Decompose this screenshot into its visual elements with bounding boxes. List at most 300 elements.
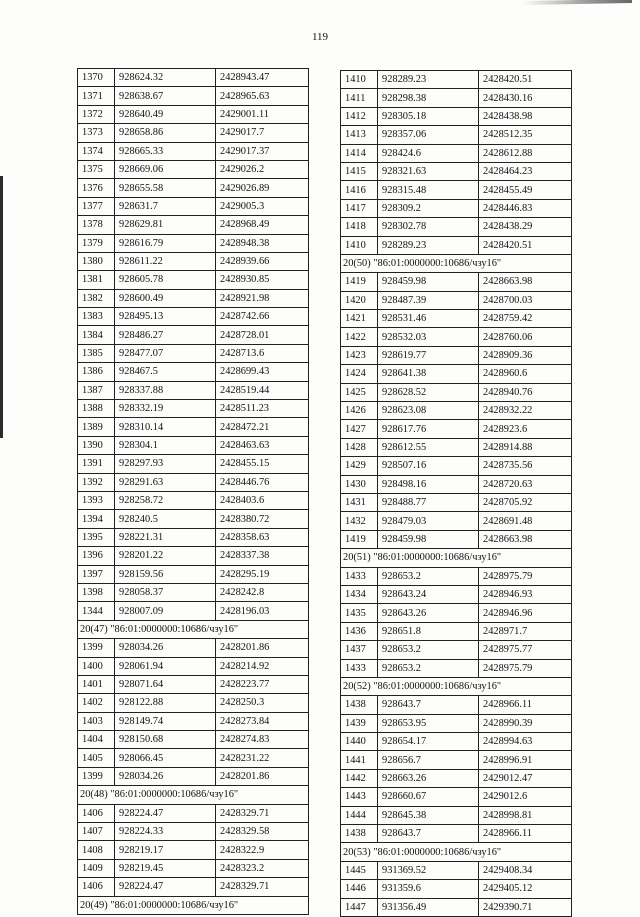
y-coordinate-cell: 2429017.37 (216, 142, 309, 160)
point-number-cell: 1390 (78, 436, 115, 454)
x-coordinate-cell: 928653.95 (378, 714, 479, 732)
x-coordinate-cell: 928297.93 (115, 455, 216, 473)
y-coordinate-cell: 2428511.23 (216, 400, 309, 418)
x-coordinate-cell: 928459.98 (378, 273, 479, 291)
x-coordinate-cell: 928495.13 (115, 308, 216, 326)
coordinate-row (78, 859, 309, 877)
x-coordinate-cell: 928289.23 (378, 236, 479, 254)
x-coordinate-cell: 928337.88 (115, 381, 216, 399)
x-coordinate-cell: 928643.24 (378, 585, 479, 603)
y-coordinate-cell: 2428742.66 (216, 308, 309, 326)
coordinate-row (341, 788, 572, 806)
x-coordinate-cell: 928507.16 (378, 457, 479, 475)
x-coordinate-cell: 928467.5 (115, 363, 216, 381)
coordinate-row (341, 806, 572, 824)
coordinate-row (78, 197, 309, 215)
coordinate-row (341, 291, 572, 309)
coordinate-row (341, 328, 572, 346)
coordinate-row (78, 160, 309, 178)
y-coordinate-cell: 2428946.93 (479, 585, 572, 603)
point-number-cell: 1419 (341, 530, 378, 548)
point-number-cell: 1388 (78, 400, 115, 418)
coordinate-row (341, 567, 572, 585)
x-coordinate-cell: 928654.17 (378, 733, 479, 751)
point-number-cell: 1431 (341, 493, 378, 511)
y-coordinate-cell: 2428663.98 (479, 273, 572, 291)
coordinate-row (78, 547, 309, 565)
coordinate-row (78, 271, 309, 289)
y-coordinate-cell: 2428403.6 (216, 491, 309, 509)
coordinate-row (341, 825, 572, 843)
x-coordinate-cell: 928309.2 (378, 199, 479, 217)
coordinate-row (341, 475, 572, 493)
y-coordinate-cell: 2428971.7 (479, 622, 572, 640)
coordinate-row (341, 751, 572, 769)
coordinate-row (341, 659, 572, 677)
y-coordinate-cell: 2428420.51 (479, 236, 572, 254)
point-number-cell: 1418 (341, 218, 378, 236)
x-coordinate-cell: 928149.74 (115, 712, 216, 730)
y-coordinate-cell: 2428463.63 (216, 436, 309, 454)
point-number-cell: 1425 (341, 383, 378, 401)
coordinate-row (78, 252, 309, 270)
y-coordinate-cell: 2429390.71 (479, 898, 572, 916)
point-number-cell: 1372 (78, 105, 115, 123)
y-coordinate-cell: 2428966.11 (479, 825, 572, 843)
point-number-cell: 1377 (78, 197, 115, 215)
x-coordinate-cell: 928459.98 (378, 530, 479, 548)
x-coordinate-cell: 928611.22 (115, 252, 216, 270)
x-coordinate-cell: 928034.26 (115, 639, 216, 657)
coordinate-row (341, 71, 572, 89)
y-coordinate-cell: 2428337.38 (216, 547, 309, 565)
point-number-cell: 1378 (78, 216, 115, 234)
x-coordinate-cell: 928310.14 (115, 418, 216, 436)
point-number-cell: 1417 (341, 199, 378, 217)
scan-edge-mark (0, 176, 3, 438)
y-coordinate-cell: 2428691.48 (479, 512, 572, 530)
x-coordinate-cell: 928655.58 (115, 179, 216, 197)
point-number-cell: 1381 (78, 271, 115, 289)
x-coordinate-cell: 928298.38 (378, 89, 479, 107)
coordinate-row (341, 365, 572, 383)
y-coordinate-cell: 2428358.63 (216, 528, 309, 546)
point-number-cell: 1440 (341, 733, 378, 751)
y-coordinate-cell: 2428322.9 (216, 841, 309, 859)
point-number-cell: 1447 (341, 898, 378, 916)
x-coordinate-cell: 928224.47 (115, 804, 216, 822)
y-coordinate-cell: 2428728.01 (216, 326, 309, 344)
y-coordinate-cell: 2428438.98 (479, 107, 572, 125)
point-number-cell: 1380 (78, 252, 115, 270)
point-number-cell: 1434 (341, 585, 378, 603)
coordinate-row (341, 585, 572, 603)
point-number-cell: 1383 (78, 308, 115, 326)
x-coordinate-cell: 928061.94 (115, 657, 216, 675)
x-coordinate-cell: 928201.22 (115, 547, 216, 565)
x-coordinate-cell: 928665.33 (115, 142, 216, 160)
y-coordinate-cell: 2428966.11 (479, 696, 572, 714)
y-coordinate-cell: 2428940.76 (479, 383, 572, 401)
coordinate-row (78, 216, 309, 234)
point-number-cell: 1432 (341, 512, 378, 530)
y-coordinate-cell: 2428295.19 (216, 565, 309, 583)
y-coordinate-cell: 2428464.23 (479, 162, 572, 180)
point-number-cell: 1446 (341, 880, 378, 898)
contour-header-cell: 20(50) "86:01:0000000:10686/чзу16" (341, 254, 572, 272)
x-coordinate-cell: 928150.68 (115, 731, 216, 749)
x-coordinate-cell: 928289.23 (378, 71, 479, 89)
y-coordinate-cell: 2428430.16 (479, 89, 572, 107)
coordinate-row (341, 310, 572, 328)
point-number-cell: 1442 (341, 769, 378, 787)
contour-header-row (341, 254, 572, 272)
x-coordinate-cell: 928315.48 (378, 181, 479, 199)
y-coordinate-cell: 2428759.42 (479, 310, 572, 328)
y-coordinate-cell: 2428705.92 (479, 493, 572, 511)
contour-header-row (341, 843, 572, 861)
coordinate-row (78, 418, 309, 436)
coordinate-row (78, 804, 309, 822)
y-coordinate-cell: 2428914.88 (479, 438, 572, 456)
x-coordinate-cell: 928219.45 (115, 859, 216, 877)
coordinate-row (341, 493, 572, 511)
y-coordinate-cell: 2428735.56 (479, 457, 572, 475)
coordinate-row (78, 731, 309, 749)
coordinate-row (78, 381, 309, 399)
point-number-cell: 1415 (341, 162, 378, 180)
point-number-cell: 1429 (341, 457, 378, 475)
x-coordinate-cell: 928224.47 (115, 878, 216, 896)
scan-corner-mark (522, 0, 632, 5)
x-coordinate-cell: 928612.55 (378, 438, 479, 456)
point-number-cell: 1401 (78, 675, 115, 693)
coordinate-row (341, 457, 572, 475)
y-coordinate-cell: 2429012.6 (479, 788, 572, 806)
point-number-cell: 1395 (78, 528, 115, 546)
x-coordinate-cell: 928007.09 (115, 602, 216, 620)
y-coordinate-cell: 2428250.3 (216, 694, 309, 712)
y-coordinate-cell: 2428446.76 (216, 473, 309, 491)
coordinate-row (78, 878, 309, 896)
point-number-cell: 1399 (78, 639, 115, 657)
coordinate-row (341, 346, 572, 364)
y-coordinate-cell: 2428760.06 (479, 328, 572, 346)
x-coordinate-cell: 928488.77 (378, 493, 479, 511)
coordinate-row (341, 696, 572, 714)
point-number-cell: 1433 (341, 659, 378, 677)
coordinate-row (78, 657, 309, 675)
point-number-cell: 1408 (78, 841, 115, 859)
point-number-cell: 1405 (78, 749, 115, 767)
x-coordinate-cell: 928628.52 (378, 383, 479, 401)
point-number-cell: 1404 (78, 731, 115, 749)
y-coordinate-cell: 2428329.58 (216, 823, 309, 841)
coordinate-row (78, 326, 309, 344)
point-number-cell: 1424 (341, 365, 378, 383)
point-number-cell: 1441 (341, 751, 378, 769)
point-number-cell: 1389 (78, 418, 115, 436)
x-coordinate-cell: 928034.26 (115, 767, 216, 785)
x-coordinate-cell: 928332.19 (115, 400, 216, 418)
y-coordinate-cell: 2429026.89 (216, 179, 309, 197)
y-coordinate-cell: 2428960.6 (479, 365, 572, 383)
y-coordinate-cell: 2428975.79 (479, 567, 572, 585)
y-coordinate-cell: 2428930.85 (216, 271, 309, 289)
coordinate-row (341, 604, 572, 622)
coordinate-row (341, 714, 572, 732)
point-number-cell: 1385 (78, 344, 115, 362)
x-coordinate-cell: 928641.38 (378, 365, 479, 383)
y-coordinate-cell: 2428975.79 (479, 659, 572, 677)
y-coordinate-cell: 2429017.7 (216, 124, 309, 142)
y-coordinate-cell: 2428512.35 (479, 126, 572, 144)
coordinate-row (78, 473, 309, 491)
table-body (341, 71, 572, 917)
point-number-cell: 1410 (341, 71, 378, 89)
point-number-cell: 1382 (78, 289, 115, 307)
point-number-cell: 1400 (78, 657, 115, 675)
coordinate-row (78, 749, 309, 767)
coordinate-row (341, 769, 572, 787)
y-coordinate-cell: 2428965.63 (216, 87, 309, 105)
x-coordinate-cell: 928643.7 (378, 825, 479, 843)
point-number-cell: 1396 (78, 547, 115, 565)
contour-header-row (341, 677, 572, 695)
point-number-cell: 1430 (341, 475, 378, 493)
point-number-cell: 1374 (78, 142, 115, 160)
y-coordinate-cell: 2428932.22 (479, 402, 572, 420)
coordinate-row (78, 639, 309, 657)
point-number-cell: 1371 (78, 87, 115, 105)
x-coordinate-cell: 928663.26 (378, 769, 479, 787)
x-coordinate-cell: 928645.38 (378, 806, 479, 824)
coordinate-row (78, 142, 309, 160)
y-coordinate-cell: 2428329.71 (216, 804, 309, 822)
x-coordinate-cell: 928629.81 (115, 216, 216, 234)
point-number-cell: 1406 (78, 878, 115, 896)
x-coordinate-cell: 928624.32 (115, 69, 216, 87)
x-coordinate-cell: 928219.17 (115, 841, 216, 859)
point-number-cell: 1403 (78, 712, 115, 730)
coordinate-row (78, 712, 309, 730)
point-number-cell: 1438 (341, 696, 378, 714)
coordinate-row (341, 733, 572, 751)
coordinate-row (341, 218, 572, 236)
point-number-cell: 1398 (78, 583, 115, 601)
coordinate-row (78, 528, 309, 546)
y-coordinate-cell: 2429405.12 (479, 880, 572, 898)
y-coordinate-cell: 2428446.83 (479, 199, 572, 217)
y-coordinate-cell: 2428329.71 (216, 878, 309, 896)
point-number-cell: 1444 (341, 806, 378, 824)
x-coordinate-cell: 928605.78 (115, 271, 216, 289)
y-coordinate-cell: 2428946.96 (479, 604, 572, 622)
x-coordinate-cell: 928058.37 (115, 583, 216, 601)
x-coordinate-cell: 928638.67 (115, 87, 216, 105)
x-coordinate-cell: 928224.33 (115, 823, 216, 841)
y-coordinate-cell: 2428923.6 (479, 420, 572, 438)
coordinate-row (78, 69, 309, 87)
y-coordinate-cell: 2428994.63 (479, 733, 572, 751)
x-coordinate-cell: 928486.27 (115, 326, 216, 344)
point-number-cell: 1438 (341, 825, 378, 843)
coordinate-row (78, 289, 309, 307)
point-number-cell: 1422 (341, 328, 378, 346)
coordinate-row (341, 199, 572, 217)
y-coordinate-cell: 2428196.03 (216, 602, 309, 620)
contour-header-cell: 20(48) "86:01:0000000:10686/чзу16" (78, 786, 309, 804)
y-coordinate-cell: 2428921.98 (216, 289, 309, 307)
coordinate-row (341, 402, 572, 420)
point-number-cell: 1410 (341, 236, 378, 254)
contour-header-cell: 20(51) "86:01:0000000:10686/чзу16" (341, 549, 572, 567)
x-coordinate-cell: 928258.72 (115, 491, 216, 509)
point-number-cell: 1439 (341, 714, 378, 732)
x-coordinate-cell: 928479.03 (378, 512, 479, 530)
y-coordinate-cell: 2428519.44 (216, 381, 309, 399)
contour-header-cell: 20(47) "86:01:0000000:10686/чзу16" (78, 620, 309, 638)
x-coordinate-cell: 928066.45 (115, 749, 216, 767)
y-coordinate-cell: 2428223.77 (216, 675, 309, 693)
y-coordinate-cell: 2429026.2 (216, 160, 309, 178)
coordinate-row (341, 181, 572, 199)
point-number-cell: 1387 (78, 381, 115, 399)
x-coordinate-cell: 928623.08 (378, 402, 479, 420)
x-coordinate-cell: 928531.46 (378, 310, 479, 328)
coordinate-row (341, 438, 572, 456)
y-coordinate-cell: 2428975.77 (479, 641, 572, 659)
x-coordinate-cell: 928424.6 (378, 144, 479, 162)
y-coordinate-cell: 2428713.6 (216, 344, 309, 362)
coordinate-row (78, 436, 309, 454)
y-coordinate-cell: 2428939.66 (216, 252, 309, 270)
y-coordinate-cell: 2428231.22 (216, 749, 309, 767)
coordinate-row (341, 273, 572, 291)
y-coordinate-cell: 2429408.34 (479, 861, 572, 879)
y-coordinate-cell: 2428201.86 (216, 639, 309, 657)
contour-header-row (78, 896, 309, 914)
point-number-cell: 1375 (78, 160, 115, 178)
y-coordinate-cell: 2428968.49 (216, 216, 309, 234)
point-number-cell: 1384 (78, 326, 115, 344)
y-coordinate-cell: 2428274.83 (216, 731, 309, 749)
coordinate-row (78, 400, 309, 418)
x-coordinate-cell: 928304.1 (115, 436, 216, 454)
x-coordinate-cell: 928302.78 (378, 218, 479, 236)
point-number-cell: 1399 (78, 767, 115, 785)
y-coordinate-cell: 2428242.8 (216, 583, 309, 601)
contour-header-cell: 20(53) "86:01:0000000:10686/чзу16" (341, 843, 572, 861)
x-coordinate-cell: 928653.2 (378, 641, 479, 659)
x-coordinate-cell: 928357.06 (378, 126, 479, 144)
coordinate-row (341, 236, 572, 254)
x-coordinate-cell: 928653.2 (378, 567, 479, 585)
y-coordinate-cell: 2428663.98 (479, 530, 572, 548)
point-number-cell: 1421 (341, 310, 378, 328)
y-coordinate-cell: 2428455.15 (216, 455, 309, 473)
contour-header-row (341, 549, 572, 567)
coordinate-row (341, 162, 572, 180)
y-coordinate-cell: 2428700.03 (479, 291, 572, 309)
coordinate-row (341, 89, 572, 107)
point-number-cell: 1414 (341, 144, 378, 162)
point-number-cell: 1370 (78, 69, 115, 87)
point-number-cell: 1420 (341, 291, 378, 309)
y-coordinate-cell: 2428380.72 (216, 510, 309, 528)
point-number-cell: 1393 (78, 491, 115, 509)
coordinate-row (341, 530, 572, 548)
point-number-cell: 1445 (341, 861, 378, 879)
coordinate-row (341, 126, 572, 144)
x-coordinate-cell: 928658.86 (115, 124, 216, 142)
point-number-cell: 1391 (78, 455, 115, 473)
y-coordinate-cell: 2428612.88 (479, 144, 572, 162)
point-number-cell: 1394 (78, 510, 115, 528)
point-number-cell: 1386 (78, 363, 115, 381)
x-coordinate-cell: 931369.52 (378, 861, 479, 879)
x-coordinate-cell: 928498.16 (378, 475, 479, 493)
coordinate-row (78, 491, 309, 509)
coordinate-row (341, 622, 572, 640)
point-number-cell: 1376 (78, 179, 115, 197)
x-coordinate-cell: 928291.63 (115, 473, 216, 491)
y-coordinate-cell: 2429005.3 (216, 197, 309, 215)
coordinates-table-left (77, 68, 309, 915)
point-number-cell: 1411 (341, 89, 378, 107)
y-coordinate-cell: 2428996.91 (479, 751, 572, 769)
x-coordinate-cell: 928071.64 (115, 675, 216, 693)
x-coordinate-cell: 928122.88 (115, 694, 216, 712)
coordinate-row (78, 179, 309, 197)
point-number-cell: 1412 (341, 107, 378, 125)
point-number-cell: 1427 (341, 420, 378, 438)
table-body (78, 69, 309, 915)
point-number-cell: 1436 (341, 622, 378, 640)
coordinate-row (341, 144, 572, 162)
coordinate-row (78, 583, 309, 601)
x-coordinate-cell: 928656.7 (378, 751, 479, 769)
contour-header-cell: 20(52) "86:01:0000000:10686/чзу16" (341, 677, 572, 695)
y-coordinate-cell: 2428420.51 (479, 71, 572, 89)
point-number-cell: 1437 (341, 641, 378, 659)
point-number-cell: 1433 (341, 567, 378, 585)
coordinate-row (78, 363, 309, 381)
x-coordinate-cell: 928600.49 (115, 289, 216, 307)
x-coordinate-cell: 928616.79 (115, 234, 216, 252)
point-number-cell: 1406 (78, 804, 115, 822)
y-coordinate-cell: 2428998.81 (479, 806, 572, 824)
point-number-cell: 1409 (78, 859, 115, 877)
point-number-cell: 1435 (341, 604, 378, 622)
x-coordinate-cell: 931359.6 (378, 880, 479, 898)
x-coordinate-cell: 928643.7 (378, 696, 479, 714)
coordinate-row (341, 420, 572, 438)
x-coordinate-cell: 928617.76 (378, 420, 479, 438)
y-coordinate-cell: 2428909.36 (479, 346, 572, 364)
y-coordinate-cell: 2428699.43 (216, 363, 309, 381)
y-coordinate-cell: 2428455.49 (479, 181, 572, 199)
coordinate-row (78, 767, 309, 785)
x-coordinate-cell: 928240.5 (115, 510, 216, 528)
y-coordinate-cell: 2428438.29 (479, 218, 572, 236)
x-coordinate-cell: 928305.18 (378, 107, 479, 125)
x-coordinate-cell: 928487.39 (378, 291, 479, 309)
x-coordinate-cell: 928660.67 (378, 788, 479, 806)
y-coordinate-cell: 2429012.47 (479, 769, 572, 787)
x-coordinate-cell: 928619.77 (378, 346, 479, 364)
point-number-cell: 1397 (78, 565, 115, 583)
